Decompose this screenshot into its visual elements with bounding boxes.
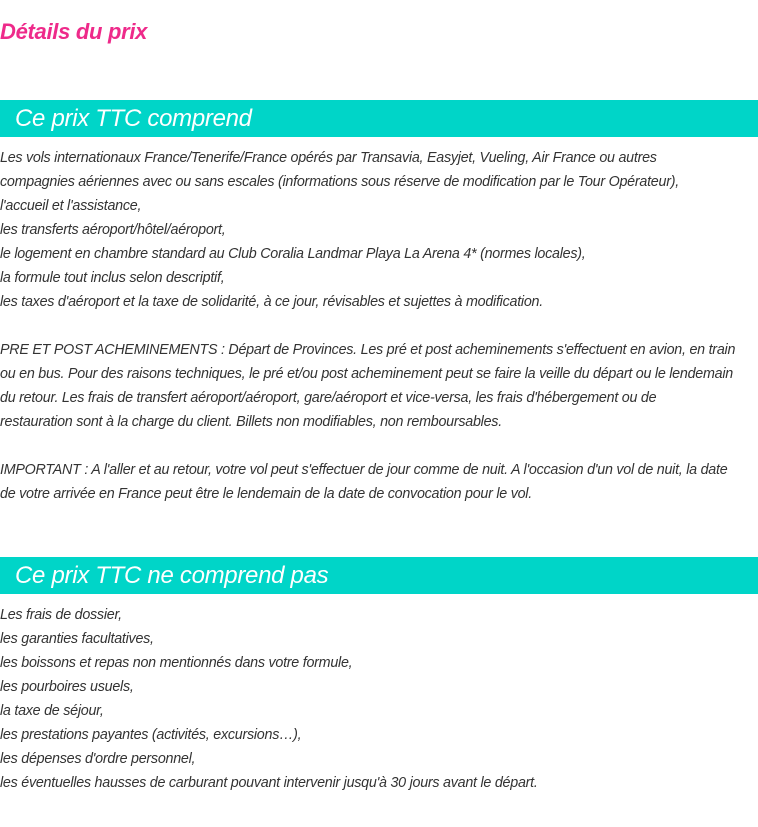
included-item: les taxes d'aéroport et la taxe de solidarité, à ce jour, révisables et sujettes à modification.	[0, 294, 543, 310]
excluded-item: les prestations payantes (activités, excursions…),	[0, 727, 302, 743]
included-item: les transferts aéroport/hôtel/aéroport,	[0, 222, 226, 238]
included-item: Les vols internationaux France/Tenerife/France opérés par Transavia, Easyjet, Vueling, Air France ou autres	[0, 150, 657, 166]
included-item: le logement en chambre standard au Club Coralia Landmar Playa La Arena 4* (normes locales),	[0, 246, 586, 262]
excluded-item: les dépenses d'ordre personnel,	[0, 751, 196, 767]
included-list	[0, 146, 758, 314]
page-title: Détails du prix	[0, 19, 148, 44]
important-paragraph	[0, 458, 758, 506]
excluded-list	[0, 603, 758, 795]
pre-post-line: PRE ET POST ACHEMINEMENTS : Départ de Provinces. Les pré et post acheminements s'effectuent en avion, en train	[0, 342, 736, 358]
excluded-item: les boissons et repas non mentionnés dans votre formule,	[0, 655, 353, 671]
pre-post-line: restauration sont à la charge du client. Billets non modifiables, non remboursables.	[0, 414, 502, 430]
excluded-item: les garanties facultatives,	[0, 631, 154, 647]
included-item: compagnies aériennes avec ou sans escales (informations sous réserve de modification par le Tour Opérateur),	[0, 174, 679, 190]
important-line: de votre arrivée en France peut être le lendemain de la date de convocation pour le vol.	[0, 486, 532, 502]
included-item: l'accueil et l'assistance,	[0, 198, 142, 214]
included-heading: Ce prix TTC comprend	[0, 100, 758, 137]
excluded-heading: Ce prix TTC ne comprend pas	[0, 557, 758, 594]
excluded-item: les éventuelles hausses de carburant pouvant intervenir jusqu'à 30 jours avant le départ.	[0, 775, 538, 791]
excluded-item: la taxe de séjour,	[0, 703, 104, 719]
pre-post-line: du retour. Les frais de transfert aéroport/aéroport, gare/aéroport et vice-versa, les frais d'hébergement ou de	[0, 390, 657, 406]
excluded-item: les pourboires usuels,	[0, 679, 134, 695]
pre-post-paragraph	[0, 338, 758, 434]
important-line: IMPORTANT : A l'aller et au retour, votre vol peut s'effectuer de jour comme de nuit. A l'occasion d'un vol de nuit, la date	[0, 462, 728, 478]
included-item: la formule tout inclus selon descriptif,	[0, 270, 225, 286]
pre-post-line: ou en bus. Pour des raisons techniques, le pré et/ou post acheminement peut se faire la veille du départ ou le lendemain	[0, 366, 733, 382]
excluded-item: Les frais de dossier,	[0, 607, 122, 623]
